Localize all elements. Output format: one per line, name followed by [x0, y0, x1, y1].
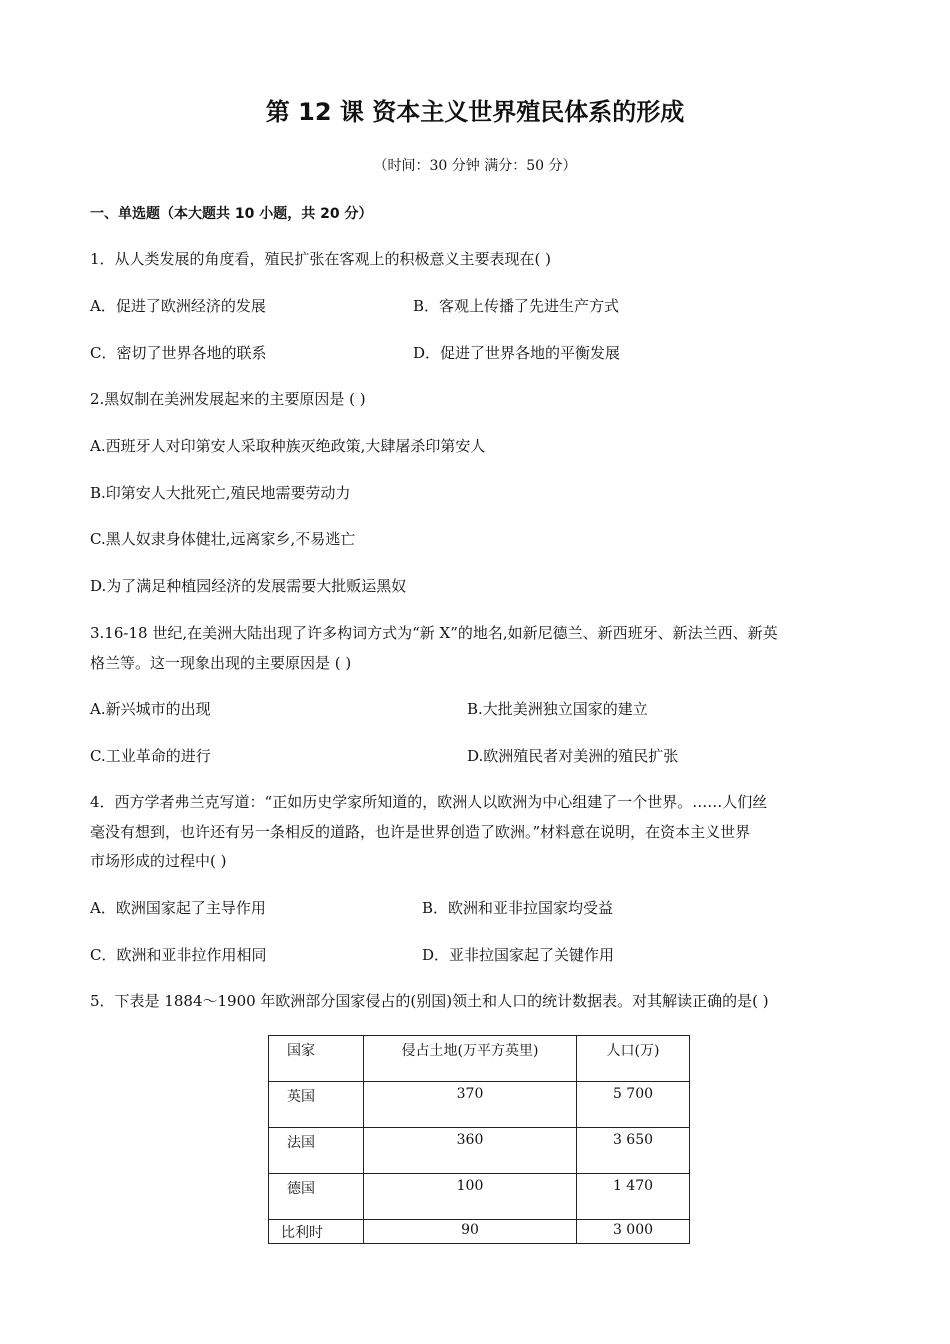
table-row: [269, 1174, 690, 1220]
q3-option-c: C.工业革命的进行: [90, 747, 211, 765]
q2-option-c: C.黑人奴隶身体健壮,远离家乡,不易逃亡: [90, 530, 356, 548]
table-cell: 3 000: [577, 1220, 690, 1244]
table-cell: 英国: [269, 1082, 364, 1128]
q3-option-d: D.欧洲殖民者对美洲的殖民扩张: [467, 747, 679, 765]
q4-stem-line1: 4．西方学者弗兰克写道：“正如历史学家所知道的，欧洲人以欧洲为中心组建了一个世界。……人们丝: [90, 793, 768, 811]
statistics-table: [268, 1035, 690, 1244]
q1-option-a: A．促进了欧洲经济的发展: [90, 297, 266, 315]
q5-stem: 5．下表是 1884～1900 年欧洲部分国家侵占的(别国)领土和人口的统计数据表。对其解读正确的是( ): [90, 992, 769, 1010]
q2-option-a: A.西班牙人对印第安人采取种族灭绝政策,大肆屠杀印第安人: [90, 437, 486, 455]
table-row: [269, 1082, 690, 1128]
table-cell: 比利时: [269, 1220, 364, 1244]
table-cell: 3 650: [577, 1128, 690, 1174]
table-cell: 360: [364, 1128, 577, 1174]
q1-option-d: D．促进了世界各地的平衡发展: [413, 344, 621, 362]
q4-stem-line3: 市场形成的过程中( ): [90, 852, 227, 870]
table-cell: 100: [364, 1174, 577, 1220]
q4-stem-line2: 毫没有想到，也许还有另一条相反的道路，也许是世界创造了欧洲。”材料意在说明，在资本主义世界: [90, 823, 751, 841]
table-header-cell: 人口(万): [577, 1036, 690, 1082]
table-row: [269, 1128, 690, 1174]
table-cell: 1 470: [577, 1174, 690, 1220]
q3-option-a: A.新兴城市的出现: [90, 700, 211, 718]
q2-stem: 2.黑奴制在美洲发展起来的主要原因是 ( ): [90, 390, 366, 408]
table-header-cell: 国家: [269, 1036, 364, 1082]
table-cell: 德国: [269, 1174, 364, 1220]
q1-option-b: B．客观上传播了先进生产方式: [413, 297, 620, 315]
table-cell: 5 700: [577, 1082, 690, 1128]
q2-option-b: B.印第安人大批死亡,殖民地需要劳动力: [90, 484, 351, 502]
q3-option-b: B.大批美洲独立国家的建立: [467, 700, 648, 718]
table-row: [269, 1220, 690, 1244]
q4-option-c: C．欧洲和亚非拉作用相同: [90, 946, 267, 964]
page-title: 第 12 课 资本主义世界殖民体系的形成: [265, 98, 685, 126]
q4-option-b: B．欧洲和亚非拉国家均受益: [422, 899, 614, 917]
q2-option-d: D.为了满足种植园经济的发展需要大批贩运黑奴: [90, 577, 407, 595]
table-cell: 370: [364, 1082, 577, 1128]
section-heading: 一、单选题（本大题共 10 小题，共 20 分）: [90, 206, 373, 222]
q3-stem-line2: 格兰等。这一现象出现的主要原因是 ( ): [90, 654, 352, 672]
table-header-row: [269, 1036, 690, 1082]
q4-option-d: D．亚非拉国家起了关键作用: [422, 946, 615, 964]
q1-option-c: C．密切了世界各地的联系: [90, 344, 267, 362]
q1-stem: 1．从人类发展的角度看，殖民扩张在客观上的积极意义主要表现在( ): [90, 250, 552, 268]
q3-stem-line1: 3.16-18 世纪,在美洲大陆出现了许多构词方式为“新 X”的地名,如新尼德兰、新西班牙、新法兰西、新英: [90, 624, 778, 642]
table-header-cell: 侵占土地(万平方英里): [364, 1036, 577, 1082]
exam-info: （时间：30 分钟 满分：50 分）: [373, 158, 577, 174]
table-cell: 90: [364, 1220, 577, 1244]
q4-option-a: A．欧洲国家起了主导作用: [90, 899, 266, 917]
table-cell: 法国: [269, 1128, 364, 1174]
